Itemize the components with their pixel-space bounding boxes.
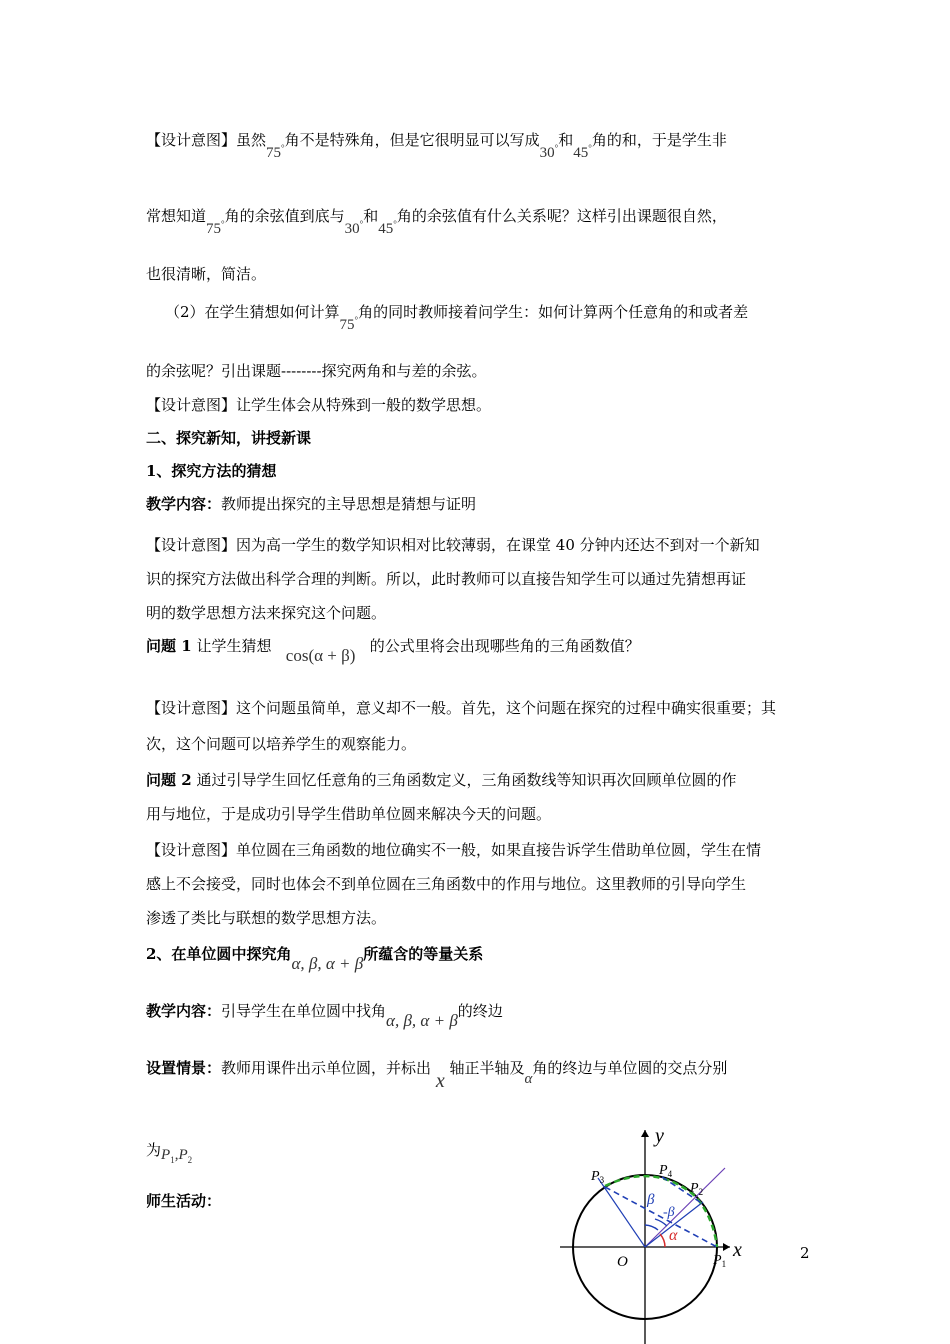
math-75: 75° bbox=[339, 315, 359, 333]
paragraph-line: 的余弦呢？引出课题--------探究两角和与差的余弦。 bbox=[146, 362, 487, 380]
math-alpha: α bbox=[524, 1071, 533, 1087]
math-75: 75° bbox=[266, 143, 285, 161]
section-heading: 二、探究新知，讲授新课 bbox=[146, 429, 312, 447]
p1-label: $P_1$ bbox=[713, 1253, 727, 1269]
page-number: 2 bbox=[800, 1244, 810, 1262]
points-line: 为$P_1,P_2$ bbox=[146, 1141, 193, 1165]
p4-label: $P_4$ bbox=[659, 1163, 673, 1179]
formula-cos-alpha-plus-beta: cos(α + β) bbox=[285, 646, 356, 665]
math-30: 30° bbox=[539, 143, 559, 161]
math-45: 45° bbox=[573, 143, 592, 161]
math-30: 30° bbox=[344, 219, 364, 237]
teacher-student-activity: 师生活动： bbox=[146, 1192, 222, 1210]
alpha-label: α bbox=[669, 1227, 678, 1244]
paragraph-design-intent-1-cont: 常想知道75°角的余弦值到底与30°和45°角的余弦值有什么关系呢？这样引出课题很自然， bbox=[146, 207, 727, 237]
x-axis-arrow bbox=[723, 1243, 730, 1251]
formula-angles: α, β, α + β bbox=[291, 954, 364, 973]
question-1: 问题 1 让学生猜想 cos(α + β) 的公式里将会出现哪些角的三角函数值？ bbox=[146, 637, 640, 665]
x-label: x bbox=[733, 1239, 742, 1261]
teaching-content-2: 教学内容：引导学生在单位圆中找角α, β, α + β的终边 bbox=[146, 1002, 503, 1030]
math-75: 75° bbox=[206, 219, 225, 237]
teaching-content: 教学内容：教师提出探究的主导思想是猜想与证明 bbox=[146, 495, 477, 513]
terminal-side-alpha-beta bbox=[598, 1178, 645, 1247]
y-axis-arrow bbox=[641, 1130, 649, 1137]
paragraph-design-intent-3: 【设计意图】因为高一学生的数学知识相对比较薄弱，在课堂 40 分钟内还达不到对一个新知 识的探究方法做出科学合理的判断。所以，此时教师可以直接告知学生可以通过先猜想再证 明的数学思想方法来探究这个问题。 bbox=[146, 536, 760, 622]
paragraph-design-intent-2: 【设计意图】让学生体会从特殊到一般的数学思想。 bbox=[146, 396, 492, 414]
math-p1: $P_1$ bbox=[161, 1147, 175, 1165]
beta-label: β bbox=[647, 1192, 655, 1208]
subsection-heading: 1、探究方法的猜想 bbox=[146, 462, 277, 480]
angle-beta-arc bbox=[645, 1225, 658, 1230]
math-x: x bbox=[435, 1070, 445, 1092]
paragraph-line: 也很清晰，简洁。 bbox=[146, 265, 267, 283]
p3-label: $P_3$ bbox=[591, 1169, 605, 1185]
paragraph-design-intent-5: 【设计意图】单位圆在三角函数的地位确实不一般，如果直接告诉学生借助单位圆，学生在情 感上不会接受，同时也体会不到单位圆在三角函数中的作用与地位。这里教师的引导向学生 渗透了类比与联想的数学思想方法。 bbox=[146, 841, 762, 927]
formula-angles: α, β, α + β bbox=[386, 1011, 458, 1030]
angle-alpha-arc bbox=[660, 1234, 665, 1247]
math-p2: $P_2$ bbox=[178, 1147, 193, 1165]
paragraph-design-intent-1: 【设计意图】虽然75°角不是特殊角，但是它很明显可以写成30°和45°角的和，于是学生非 bbox=[146, 131, 727, 161]
y-label: y bbox=[655, 1125, 664, 1147]
angle-beta2-arc bbox=[655, 1219, 667, 1226]
paragraph-design-intent-4: 【设计意图】这个问题虽简单，意义却不一般。首先，这个问题在探究的过程中确实很重要；其 次，这个问题可以培养学生的观察能力。 bbox=[146, 699, 777, 753]
question-2: 问题 2 通过引导学生回忆任意角的三角函数定义，三角函数线等知识再次回顾单位圆的作 用与地位，于是成功引导学生借助单位圆来解决今天的问题。 bbox=[146, 771, 737, 823]
p2-label: $P_2$ bbox=[690, 1181, 704, 1197]
subsection-heading-2: 2、在单位圆中探究角α, β, α + β所蕴含的等量关系 bbox=[146, 945, 484, 973]
unit-circle-figure bbox=[555, 1122, 785, 1344]
terminal-side-beta bbox=[645, 1168, 725, 1247]
beta2-label: -β bbox=[663, 1205, 675, 1220]
origin-label: O bbox=[617, 1254, 628, 1270]
paragraph-question-2: （2）在学生猜想如何计算75°角的同时教师接着问学生：如何计算两个任意角的和或者差 bbox=[165, 303, 749, 333]
design-intent-label: 【设计意图】 bbox=[146, 131, 237, 149]
math-45: 45° bbox=[378, 219, 397, 237]
scenario-setting: 设置情景：教师用课件出示单位圆，并标出 x 轴正半轴及α角的终边与单位圆的交点分别 bbox=[146, 1059, 728, 1092]
